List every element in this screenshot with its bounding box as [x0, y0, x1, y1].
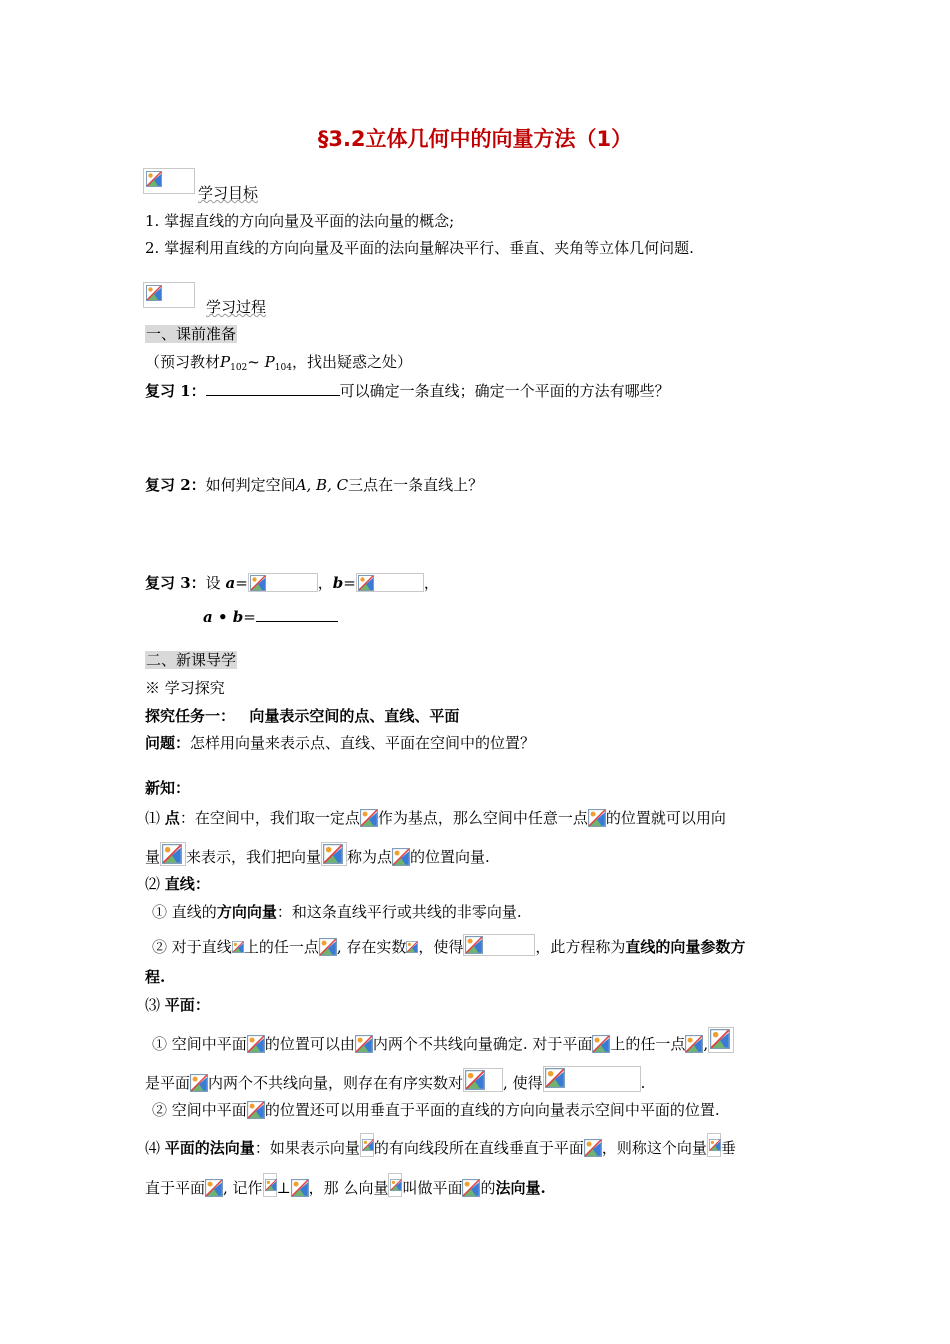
normal-line-2: 直于平面 , 记作 ⊥ ，那 么向量 叫做平面 的法向量. — [145, 1173, 546, 1198]
broken-image-icon — [232, 938, 244, 956]
point-line-2: 量 来表示，我们把向量 称为点 的位置向量. — [145, 842, 490, 867]
line-item-2: ② 对于直线 上的任一点 , 存在实数 ，使得 ，此方程称为直线的向量参数方 — [152, 934, 745, 957]
broken-image-icon — [360, 1133, 374, 1157]
point-line-1: ⑴ 点：在空间中，我们取一定点 作为基点，那么空间中任意一点 的位置就可以用向 — [145, 809, 726, 827]
broken-image-icon — [291, 1179, 309, 1197]
review-3-dot: a • b= — [203, 606, 338, 627]
broken-image-icon — [190, 1074, 208, 1092]
broken-image-icon — [406, 938, 418, 956]
broken-image-icon — [143, 168, 195, 194]
review-3: 复习 3：设 a= ，b= ， — [145, 574, 439, 592]
broken-image-icon — [355, 1035, 373, 1053]
plane-item-2: ② 空间中平面 的位置还可以用垂直于平面的直线的方向向量表示空间中平面的位置. — [152, 1101, 720, 1119]
broken-image-icon — [360, 809, 378, 827]
prep-header-text: 一、课前准备 — [146, 325, 237, 343]
broken-image-icon — [685, 1035, 703, 1053]
broken-image-icon — [584, 1139, 602, 1157]
broken-image-icon — [392, 848, 410, 866]
goals-header: 学习目标 — [198, 184, 259, 202]
blank-line[interactable] — [256, 606, 338, 622]
broken-image-icon — [588, 809, 606, 827]
plane-section: ⑶ 平面： — [145, 996, 210, 1014]
broken-image-icon — [263, 1173, 277, 1197]
plane-item-1-cont: 是平面 内两个不共线向量，则存在有序实数对 , 使得 . — [145, 1066, 645, 1093]
new-knowledge: 新知： — [145, 779, 191, 797]
new-header — [145, 650, 237, 670]
broken-image-icon — [143, 282, 195, 308]
goal-item: 2. 掌握利用直线的方向向量及平面的法向量解决平行、垂直、夹角等立体几何问题. — [145, 239, 694, 257]
process-header: 学习过程 — [206, 298, 267, 316]
review-2: 复习 2：如何判定空间A, B, C三点在一条直线上？ — [145, 476, 484, 494]
explore-header: ※ 学习探究 — [145, 679, 225, 697]
blank-line[interactable] — [206, 380, 340, 396]
task-1: 探究任务一： 向量表示空间的点、直线、平面 — [145, 707, 460, 725]
review-1: 复习 1： 可以确定一条直线；确定一个平面的方法有哪些？ — [145, 382, 670, 400]
broken-image-icon — [247, 1101, 265, 1119]
broken-image-icon — [247, 1035, 265, 1053]
goal-item: 1. 掌握直线的方向向量及平面的法向量的概念; — [145, 212, 455, 230]
broken-image-icon — [356, 573, 424, 592]
new-header-text: 二、新课导学 — [146, 651, 237, 669]
normal-line-1: ⑷ 平面的法向量：如果表示向量 的有向线段所在直线垂直于平面 ，则称这个向量 垂 — [145, 1133, 736, 1158]
prep-header — [145, 324, 237, 344]
broken-image-icon — [388, 1173, 402, 1197]
broken-image-icon — [160, 842, 186, 866]
line-item-2-cont: 程. — [145, 968, 166, 986]
broken-image-icon — [319, 938, 337, 956]
broken-image-icon — [462, 1179, 480, 1197]
page-title: §3.2立体几何中的向量方法（1） — [317, 127, 633, 151]
broken-image-icon — [707, 1133, 721, 1157]
broken-image-icon — [205, 1179, 223, 1197]
broken-image-icon — [543, 1066, 641, 1092]
line-item-1: ① 直线的方向向量：和这条直线平行或共线的非零向量. — [152, 903, 522, 921]
preview-line: （预习教材$P_{102}\sim$ $P_{104}$，找出疑惑之处） — [145, 353, 412, 373]
line-section: ⑵ 直线： — [145, 875, 210, 893]
broken-image-icon — [248, 573, 318, 592]
broken-image-icon — [463, 934, 535, 956]
question: 问题：怎样用向量来表示点、直线、平面在空间中的位置？ — [145, 734, 536, 752]
broken-image-icon — [708, 1027, 734, 1053]
broken-image-icon — [321, 842, 347, 866]
broken-image-icon — [592, 1035, 610, 1053]
broken-image-icon — [463, 1068, 503, 1092]
plane-item-1: ① 空间中平面 的位置可以由 内两个不共线向量确定. 对于平面 上的任一点 , — [152, 1027, 734, 1054]
